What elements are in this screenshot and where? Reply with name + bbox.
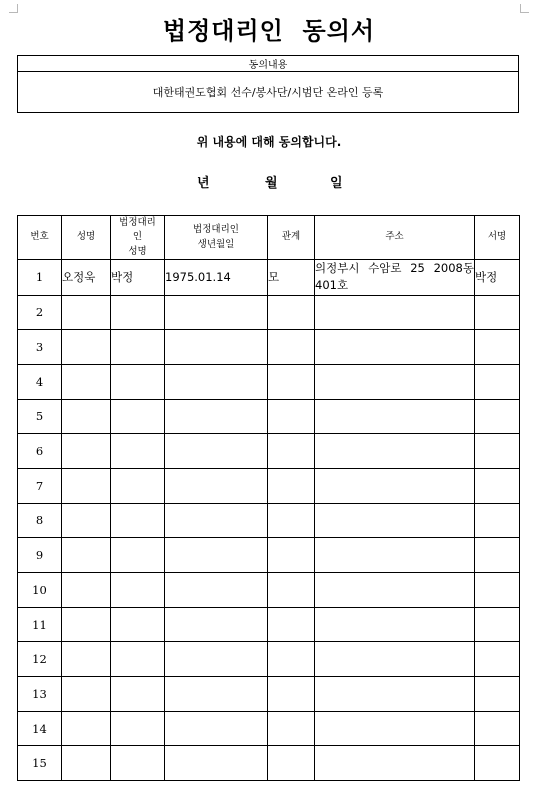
row-name-cell xyxy=(62,711,111,746)
row-number-cell: 15 xyxy=(18,746,62,781)
row-relation-cell xyxy=(268,677,315,712)
row-address-cell xyxy=(315,711,475,746)
row-address-cell xyxy=(315,364,475,399)
row-guardian-name-cell xyxy=(111,330,165,365)
row-guardian-name-cell xyxy=(111,711,165,746)
table-row xyxy=(18,260,520,296)
row-address-cell xyxy=(315,330,475,365)
row-guardian-name-cell xyxy=(111,746,165,781)
table-row xyxy=(18,434,520,469)
row-guardian-birth-cell xyxy=(165,538,268,573)
row-guardian-birth-cell xyxy=(165,677,268,712)
row-relation-cell xyxy=(268,573,315,608)
row-relation-cell xyxy=(268,711,315,746)
row-number-cell: 7 xyxy=(18,468,62,503)
row-guardian-birth-cell xyxy=(165,330,268,365)
row-signature-cell xyxy=(475,573,520,608)
table-row xyxy=(18,573,520,608)
table-row xyxy=(18,642,520,677)
row-address-cell xyxy=(315,503,475,538)
row-guardian-birth-cell xyxy=(165,503,268,538)
document-title: 법정대리인 동의서 xyxy=(162,16,376,45)
row-guardian-birth-cell xyxy=(165,573,268,608)
row-guardian-birth-cell xyxy=(165,399,268,434)
row-guardian-birth-cell xyxy=(165,434,268,469)
row-guardian-name-cell xyxy=(111,677,165,712)
row-guardian-birth-cell xyxy=(165,607,268,642)
row-signature-cell xyxy=(475,434,520,469)
date-month-label: 월 xyxy=(265,176,278,191)
row-number-cell: 12 xyxy=(18,642,62,677)
row-number-cell: 2 xyxy=(18,295,62,330)
row-relation-cell xyxy=(268,364,315,399)
row-address-cell xyxy=(315,746,475,781)
row-signature-cell xyxy=(475,642,520,677)
row-relation-cell xyxy=(268,295,315,330)
row-guardian-birth-cell xyxy=(165,295,268,330)
row-name-cell xyxy=(62,468,111,503)
row-relation-cell: 모 xyxy=(268,260,315,296)
guardian-table xyxy=(17,215,520,781)
row-address-cell xyxy=(315,607,475,642)
col-header-guardian-birth xyxy=(165,216,268,260)
row-guardian-birth-cell xyxy=(165,468,268,503)
row-relation-cell xyxy=(268,538,315,573)
table-row xyxy=(18,330,520,365)
row-name-cell xyxy=(62,642,111,677)
date-day-label: 일 xyxy=(330,176,343,191)
row-relation-cell xyxy=(268,330,315,365)
row-guardian-name-cell xyxy=(111,503,165,538)
row-signature-cell xyxy=(475,711,520,746)
row-number-cell: 10 xyxy=(18,573,62,608)
row-name-cell xyxy=(62,607,111,642)
row-name-cell xyxy=(62,746,111,781)
row-guardian-name-cell xyxy=(111,434,165,469)
row-name-cell xyxy=(62,364,111,399)
row-signature-cell xyxy=(475,330,520,365)
table-row xyxy=(18,746,520,781)
row-name-cell xyxy=(62,434,111,469)
row-guardian-name-cell xyxy=(111,538,165,573)
row-guardian-name-cell xyxy=(111,642,165,677)
table-row xyxy=(18,468,520,503)
col-header-guardian-name xyxy=(111,216,165,260)
row-address-cell xyxy=(315,434,475,469)
row-address-cell xyxy=(315,399,475,434)
table-row xyxy=(18,538,520,573)
row-number-cell: 8 xyxy=(18,503,62,538)
row-guardian-name-cell xyxy=(111,364,165,399)
row-number-cell: 5 xyxy=(18,399,62,434)
row-name-cell xyxy=(62,399,111,434)
row-address-cell xyxy=(315,573,475,608)
consent-body: 대한태권도협회 선수/봉사단/시범단 온라인 등록 xyxy=(18,72,519,113)
row-number-cell: 11 xyxy=(18,607,62,642)
date-year-label: 년 xyxy=(197,176,210,191)
row-guardian-name-cell xyxy=(111,468,165,503)
row-address-cell xyxy=(315,295,475,330)
row-guardian-name-cell: 박정 xyxy=(111,260,165,296)
row-name-cell xyxy=(62,677,111,712)
row-name-cell xyxy=(62,503,111,538)
row-guardian-name-cell xyxy=(111,295,165,330)
row-name-cell xyxy=(62,295,111,330)
row-guardian-birth-cell xyxy=(165,642,268,677)
row-guardian-name-cell xyxy=(111,399,165,434)
col-header-birth-line1: 법정대리인 xyxy=(193,224,239,236)
row-name-cell xyxy=(62,538,111,573)
row-number-cell: 4 xyxy=(18,364,62,399)
row-signature-cell xyxy=(475,503,520,538)
col-header-address: 주소 xyxy=(315,216,475,260)
row-number-cell: 9 xyxy=(18,538,62,573)
row-signature-cell xyxy=(475,399,520,434)
table-row xyxy=(18,607,520,642)
row-name-cell xyxy=(62,330,111,365)
row-number-cell: 6 xyxy=(18,434,62,469)
row-signature-cell xyxy=(475,538,520,573)
row-guardian-name-cell xyxy=(111,607,165,642)
row-signature-cell xyxy=(475,746,520,781)
table-row xyxy=(18,295,520,330)
row-number-cell: 13 xyxy=(18,677,62,712)
row-address-cell: 의정부시 수암로 25 2008동 401호 xyxy=(315,260,475,296)
table-header-row xyxy=(18,216,520,260)
col-header-name: 성명 xyxy=(62,216,111,260)
col-header-number: 번호 xyxy=(18,216,62,260)
row-relation-cell xyxy=(268,642,315,677)
row-address-cell xyxy=(315,642,475,677)
row-relation-cell xyxy=(268,399,315,434)
row-guardian-name-cell xyxy=(111,573,165,608)
consent-box xyxy=(17,55,519,113)
row-relation-cell xyxy=(268,434,315,469)
col-header-birth-line2: 생년월일 xyxy=(197,238,235,250)
col-header-guardian-line2: 인 xyxy=(132,231,143,243)
table-row xyxy=(18,503,520,538)
row-relation-cell xyxy=(268,607,315,642)
row-signature-cell xyxy=(475,468,520,503)
row-guardian-birth-cell xyxy=(165,711,268,746)
row-guardian-birth-cell xyxy=(165,746,268,781)
row-relation-cell xyxy=(268,503,315,538)
consent-header: 동의내용 xyxy=(18,56,519,72)
table-row xyxy=(18,677,520,712)
row-signature-cell: 박정 xyxy=(475,260,520,296)
row-signature-cell xyxy=(475,607,520,642)
col-header-signature: 서명 xyxy=(475,216,520,260)
table-row xyxy=(18,364,520,399)
row-name-cell xyxy=(62,573,111,608)
col-header-guardian-line1: 법정대리 xyxy=(119,217,156,229)
agreement-statement: 위 내용에 대해 동의합니다. xyxy=(196,135,342,149)
row-name-cell: 오정욱 xyxy=(62,260,111,296)
row-address-cell xyxy=(315,538,475,573)
row-number-cell: 3 xyxy=(18,330,62,365)
row-guardian-birth-cell xyxy=(165,364,268,399)
row-address-cell xyxy=(315,677,475,712)
row-signature-cell xyxy=(475,677,520,712)
row-guardian-birth-cell: 1975.01.14 xyxy=(165,260,268,296)
row-address-cell xyxy=(315,468,475,503)
col-header-relation: 관계 xyxy=(268,216,315,260)
table-row xyxy=(18,399,520,434)
row-number-cell: 14 xyxy=(18,711,62,746)
row-number-cell: 1 xyxy=(18,260,62,296)
table-row xyxy=(18,711,520,746)
row-signature-cell xyxy=(475,295,520,330)
row-relation-cell xyxy=(268,746,315,781)
row-signature-cell xyxy=(475,364,520,399)
col-header-guardian-line3: 성명 xyxy=(128,245,147,257)
row-relation-cell xyxy=(268,468,315,503)
